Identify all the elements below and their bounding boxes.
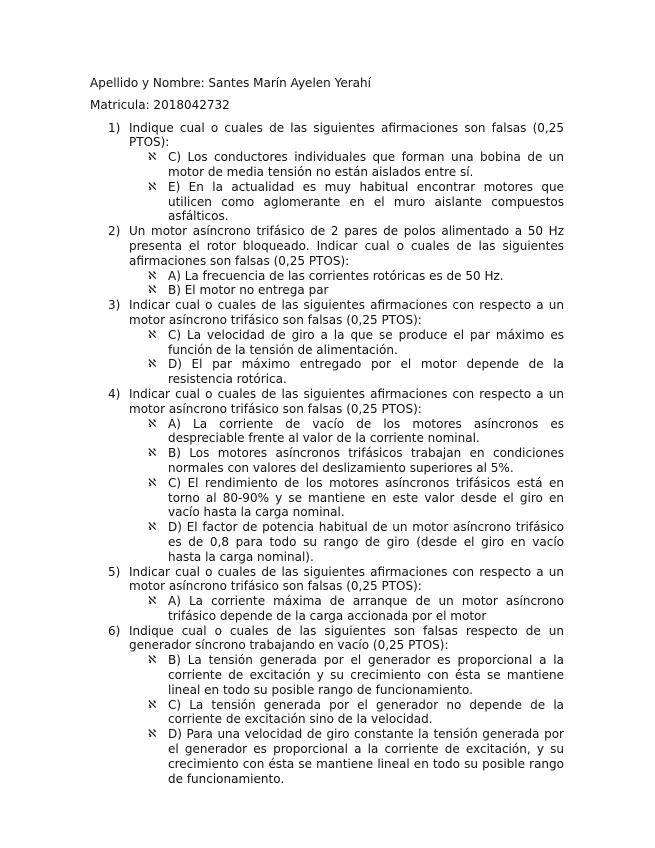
question-2 — [90, 224, 564, 298]
document-page — [90, 76, 564, 786]
option-list — [129, 417, 564, 565]
option-item — [129, 417, 564, 447]
option-item — [129, 594, 564, 624]
question-5 — [90, 565, 564, 624]
aleph-bullet-icon: ℵ — [148, 283, 157, 297]
option-list — [129, 328, 564, 387]
aleph-bullet-icon: ℵ — [148, 727, 157, 741]
question-number: 1) — [108, 120, 121, 135]
aleph-bullet-icon: ℵ — [148, 653, 157, 667]
question-list — [90, 121, 564, 787]
question-number: 2) — [108, 224, 121, 239]
option-text: C) La velocidad de giro a la que se produce el par máximo es función de la tensión de alimentación. — [168, 327, 564, 357]
question-text: Indicar cual o cuales de las siguientes afirmaciones con respecto a un motor asíncrono trifásico son falsas (0,25 PTOS): — [129, 386, 564, 416]
aleph-bullet-icon: ℵ — [148, 594, 157, 608]
option-item — [129, 283, 564, 298]
option-item — [129, 357, 564, 387]
option-item — [129, 328, 564, 358]
aleph-bullet-icon: ℵ — [148, 179, 157, 193]
option-text: A) La corriente de vacío de los motores asíncronos es despreciable frente al valor de la corriente nominal. — [168, 416, 564, 446]
question-number: 5) — [108, 564, 121, 579]
option-item — [129, 520, 564, 564]
option-item — [129, 476, 564, 520]
question-6 — [90, 624, 564, 787]
question-text: Un motor asíncrono trifásico de 2 pares de polos alimentado a 50 Hz presenta el rotor bloqueado. Indicar cual o cuales de las siguientes afirmaciones son falsas (0,25 PTOS): — [129, 224, 564, 268]
option-text: C) El rendimiento de los motores asíncronos trifásicos está en torno al 80-90% y se mantiene en este valor desde el giro en vacío hasta la carga nominal. — [168, 475, 564, 520]
option-item — [129, 653, 564, 697]
option-text: E) En la actualidad es muy habitual encontrar motores que utilicen como aglomerante en el muro aislante compuestos asfálticos. — [168, 179, 564, 224]
question-text: Indicar cual o cuales de las siguientes afirmaciones con respecto a un motor asíncrono trifásico son falsas (0,25 PTOS): — [129, 298, 564, 327]
option-list — [129, 150, 564, 224]
option-list — [129, 269, 564, 299]
option-item — [129, 180, 564, 224]
question-text: Indicar cual o cuales de las siguientes afirmaciones con respecto a un motor asíncrono trifásico son falsas (0,25 PTOS): — [129, 564, 564, 594]
question-text: Indique cual o cuales de las siguientes son falsas respecto de un generador síncrono trabajando en vacío (0,25 PTOS): — [129, 623, 564, 653]
option-text: A) La corriente máxima de arranque de un motor asíncrono trifásico depende de la carga accionada por el motor — [168, 594, 564, 623]
aleph-bullet-icon: ℵ — [148, 327, 157, 341]
option-text: B) Los motores asíncronos trifásicos trabajan en condiciones normales con valores del deslizamiento superiores al 5%. — [168, 446, 564, 475]
aleph-bullet-icon: ℵ — [148, 446, 157, 460]
option-item — [129, 269, 564, 284]
option-text: B) La tensión generada por el generador es proporcional a la corriente de excitación y su crecimiento con ésta se mantiene lineal en todo su posible rango de funcionamiento. — [168, 653, 564, 697]
aleph-bullet-icon: ℵ — [148, 520, 157, 534]
option-item — [129, 446, 564, 476]
question-number: 6) — [108, 623, 121, 638]
question-1 — [90, 121, 564, 225]
option-text: D) Para una velocidad de giro constante la tensión generada por el generador es proporcional a la corriente de excitación, y su crecimiento con ésta se mantiene lineal en todo su posible rango de funcionamiento. — [168, 727, 564, 786]
aleph-bullet-icon: ℵ — [148, 475, 157, 489]
option-item — [129, 698, 564, 728]
aleph-bullet-icon: ℵ — [148, 268, 157, 282]
option-text: D) El factor de potencia habitual de un motor asíncrono trifásico es de 0,8 para todo su rango de giro (desde el giro en vacío hasta la carga nominal). — [168, 520, 564, 564]
question-4 — [90, 387, 564, 565]
aleph-bullet-icon: ℵ — [148, 416, 157, 430]
student-matricula: Matricula: 2018042732 — [90, 98, 230, 113]
option-text: C) La tensión generada por el generador no depende de la corriente de excitación sino de la velocidad. — [168, 697, 564, 727]
option-text: C) Los conductores individuales que forman una bobina de un motor de media tensión no están aislados entre sí. — [168, 150, 564, 179]
question-text: Indique cual o cuales de las siguientes afirmaciones son falsas (0,25 PTOS): — [129, 120, 564, 150]
option-text: A) La frecuencia de las corrientes rotóricas es de 50 Hz. — [168, 268, 504, 283]
option-text: B) El motor no entrega par — [168, 283, 329, 298]
option-list — [129, 594, 564, 624]
option-item — [129, 727, 564, 786]
aleph-bullet-icon: ℵ — [148, 150, 157, 164]
aleph-bullet-icon: ℵ — [148, 697, 157, 711]
question-number: 4) — [108, 386, 121, 401]
option-item — [129, 150, 564, 180]
aleph-bullet-icon: ℵ — [148, 357, 157, 371]
question-3 — [90, 298, 564, 387]
student-name: Apellido y Nombre: Santes Marín Ayelen Yerahí — [90, 76, 371, 90]
option-text: D) El par máximo entregado por el motor depende de la resistencia rotórica. — [168, 357, 564, 387]
option-list — [129, 653, 564, 786]
question-number: 3) — [108, 298, 121, 313]
